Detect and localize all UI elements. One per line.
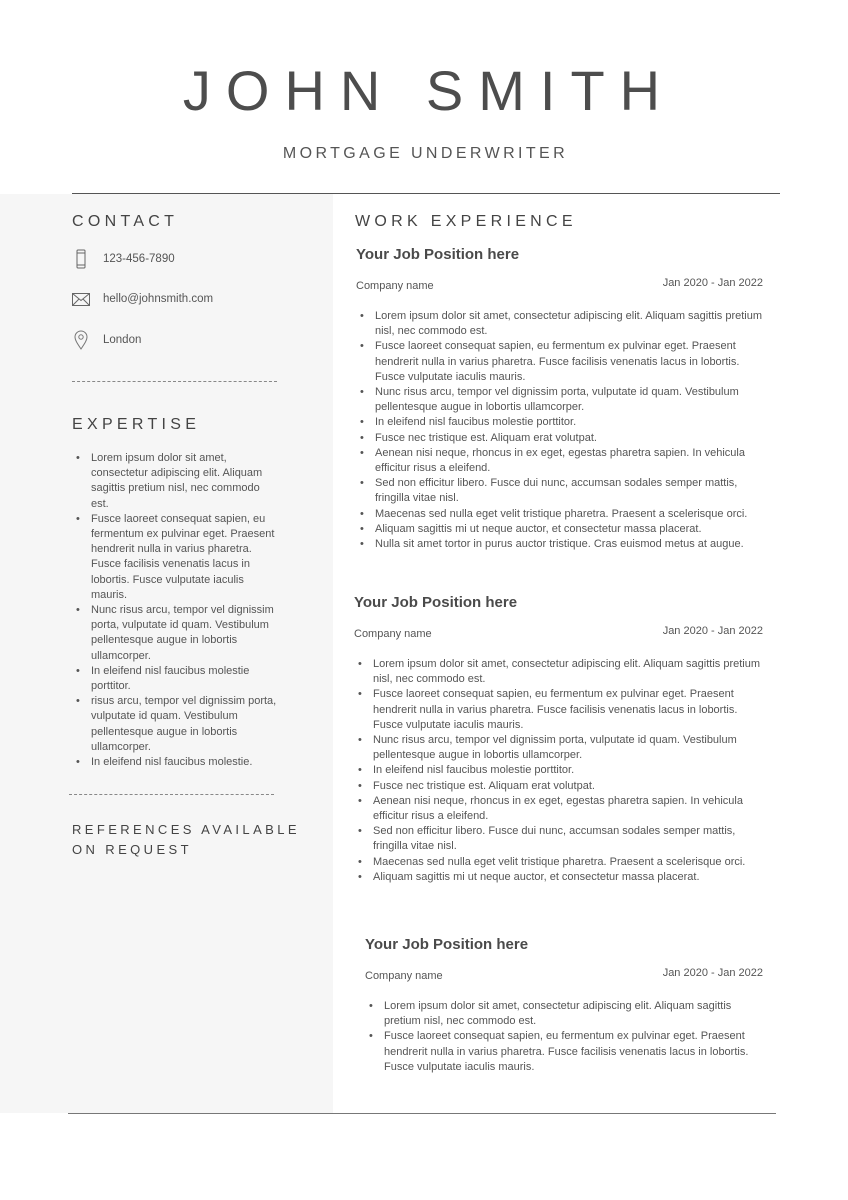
job-bullets <box>366 999 764 1075</box>
job-position: Your Job Position here <box>356 246 520 263</box>
job-entry-3 <box>365 936 763 1073</box>
list-item: • In eleifend nisl faucibus molestie porttitor. <box>73 664 278 694</box>
job-dates: Jan 2020 - Jan 2022 <box>662 967 763 979</box>
list-item: • In eleifend nisl faucibus molestie. <box>73 755 278 770</box>
list-item: • Maecenas sed nulla eget velit tristique pharetra. Praesent a scelerisque orci. <box>357 507 765 522</box>
contact-email-text[interactable]: hello@johnsmith.com <box>103 293 214 305</box>
job-bullets <box>355 657 763 885</box>
job-title: MORTGAGE UNDERWRITER <box>282 145 569 162</box>
contact-phone <box>72 249 175 269</box>
list-item: • Lorem ipsum dolor sit amet, consectetur adipiscing elit. Aliquam sagittis pretium nisl, nec commodo est. <box>73 451 278 512</box>
list-item: • Maecenas sed nulla eget velit tristique pharetra. Praesent a scelerisque orci. <box>355 855 763 870</box>
list-item: • Lorem ipsum dolor sit amet, consectetur adipiscing elit. Aliquam sagittis pretium nisl, nec commodo est. <box>355 657 763 687</box>
list-item: • Nunc risus arcu, tempor vel dignissim porta, vulputate id quam. Vestibulum pellentesque augue in lobortis ullamcorper. <box>355 733 763 763</box>
contact-email <box>72 289 214 309</box>
list-item: • Sed non efficitur libero. Fusce dui nunc, accumsan sodales semper mattis, fringilla vitae nisl. <box>355 824 763 854</box>
list-item: • Nunc risus arcu, tempor vel dignissim porta, vulputate id quam. Vestibulum pellentesque augue in lobortis ullamcorper. <box>73 603 278 664</box>
list-item: • Aenean nisi neque, rhoncus in ex eget, egestas pharetra sapien. In vehicula efficitur risus a eleifend. <box>357 446 765 476</box>
list-item: • Lorem ipsum dolor sit amet, consectetur adipiscing elit. Aliquam sagittis pretium nisl, nec commodo est. <box>357 309 765 339</box>
list-item: • In eleifend nisl faucibus molestie porttitor. <box>357 415 765 430</box>
job-entry-1 <box>356 246 763 551</box>
references-line-2: ON REQUEST <box>72 842 192 857</box>
list-item: • Fusce nec tristique est. Aliquam erat volutpat. <box>357 431 765 446</box>
contact-location <box>72 330 142 350</box>
company-name: Company name <box>365 970 443 982</box>
references-note <box>72 820 300 860</box>
list-item: • Lorem ipsum dolor sit amet, consectetur adipiscing elit. Aliquam sagittis pretium nisl, nec commodo est. <box>366 999 764 1029</box>
list-item: • Aliquam sagittis mi ut neque auctor, et consectetur massa placerat. <box>355 870 763 885</box>
list-item: • risus arcu, tempor vel dignissim porta, vulputate id quam. Vestibulum pellentesque augue in lobortis ullamcorper. <box>73 694 278 755</box>
job-entry-2 <box>354 594 763 883</box>
list-item: • Fusce nec tristique est. Aliquam erat volutpat. <box>355 779 763 794</box>
contact-divider <box>72 381 277 382</box>
job-position: Your Job Position here <box>354 594 518 611</box>
footer-divider <box>68 1113 776 1114</box>
list-item: • Nunc risus arcu, tempor vel dignissim porta, vulputate id quam. Vestibulum pellentesque augue in lobortis ullamcorper. <box>357 385 765 415</box>
list-item: • Fusce laoreet consequat sapien, eu fermentum ex pulvinar eget. Praesent hendrerit nulla in varius pharetra. Fusce facilisis venenatis lacus in lobortis. Fusce vulputate iaculis mauris. <box>73 512 278 603</box>
company-name: Company name <box>356 280 434 292</box>
company-name: Company name <box>354 628 432 640</box>
job-bullets <box>357 309 765 552</box>
expertise-list <box>73 451 278 770</box>
list-item: • Fusce laoreet consequat sapien, eu fermentum ex pulvinar eget. Praesent hendrerit nulla in varius pharetra. Fusce facilisis venenatis lacus in lobortis. Fusce vulputate iaculis mauris. <box>355 687 763 733</box>
resume-name: JOHN SMITH <box>182 59 676 122</box>
contact-heading: CONTACT <box>72 213 179 230</box>
list-item: • Aenean nisi neque, rhoncus in ex eget, egestas pharetra sapien. In vehicula efficitur risus a eleifend. <box>355 794 763 824</box>
list-item: • Fusce laoreet consequat sapien, eu fermentum ex pulvinar eget. Praesent hendrerit nulla in varius pharetra. Fusce facilisis venenatis lacus in lobortis. Fusce vulputate iaculis mauris. <box>357 339 765 385</box>
contact-location-text: London <box>103 334 142 346</box>
expertise-divider <box>69 794 274 795</box>
references-line-1: REFERENCES AVAILABLE <box>72 822 300 837</box>
envelope-icon <box>72 289 90 309</box>
list-item: • Aliquam sagittis mi ut neque auctor, et consectetur massa placerat. <box>357 522 765 537</box>
list-item: • Nulla sit amet tortor in purus auctor tristique. Cras euismod metus at augue. <box>357 537 765 552</box>
contact-phone-text[interactable]: 123-456-7890 <box>103 253 175 265</box>
job-dates: Jan 2020 - Jan 2022 <box>662 625 763 637</box>
job-dates: Jan 2020 - Jan 2022 <box>662 277 763 289</box>
phone-icon <box>72 249 90 269</box>
list-item: • Fusce laoreet consequat sapien, eu fermentum ex pulvinar eget. Praesent hendrerit nulla in varius pharetra. Fusce facilisis venenatis lacus in lobortis. Fusce vulputate iaculis mauris. <box>366 1029 764 1075</box>
map-pin-icon <box>72 330 90 350</box>
expertise-heading: EXPERTISE <box>72 416 201 433</box>
list-item: • In eleifend nisl faucibus molestie porttitor. <box>355 763 763 778</box>
work-experience-heading: WORK EXPERIENCE <box>355 213 577 230</box>
list-item: • Sed non efficitur libero. Fusce dui nunc, accumsan sodales semper mattis, fringilla vitae nisl. <box>357 476 765 506</box>
job-position: Your Job Position here <box>365 936 529 953</box>
